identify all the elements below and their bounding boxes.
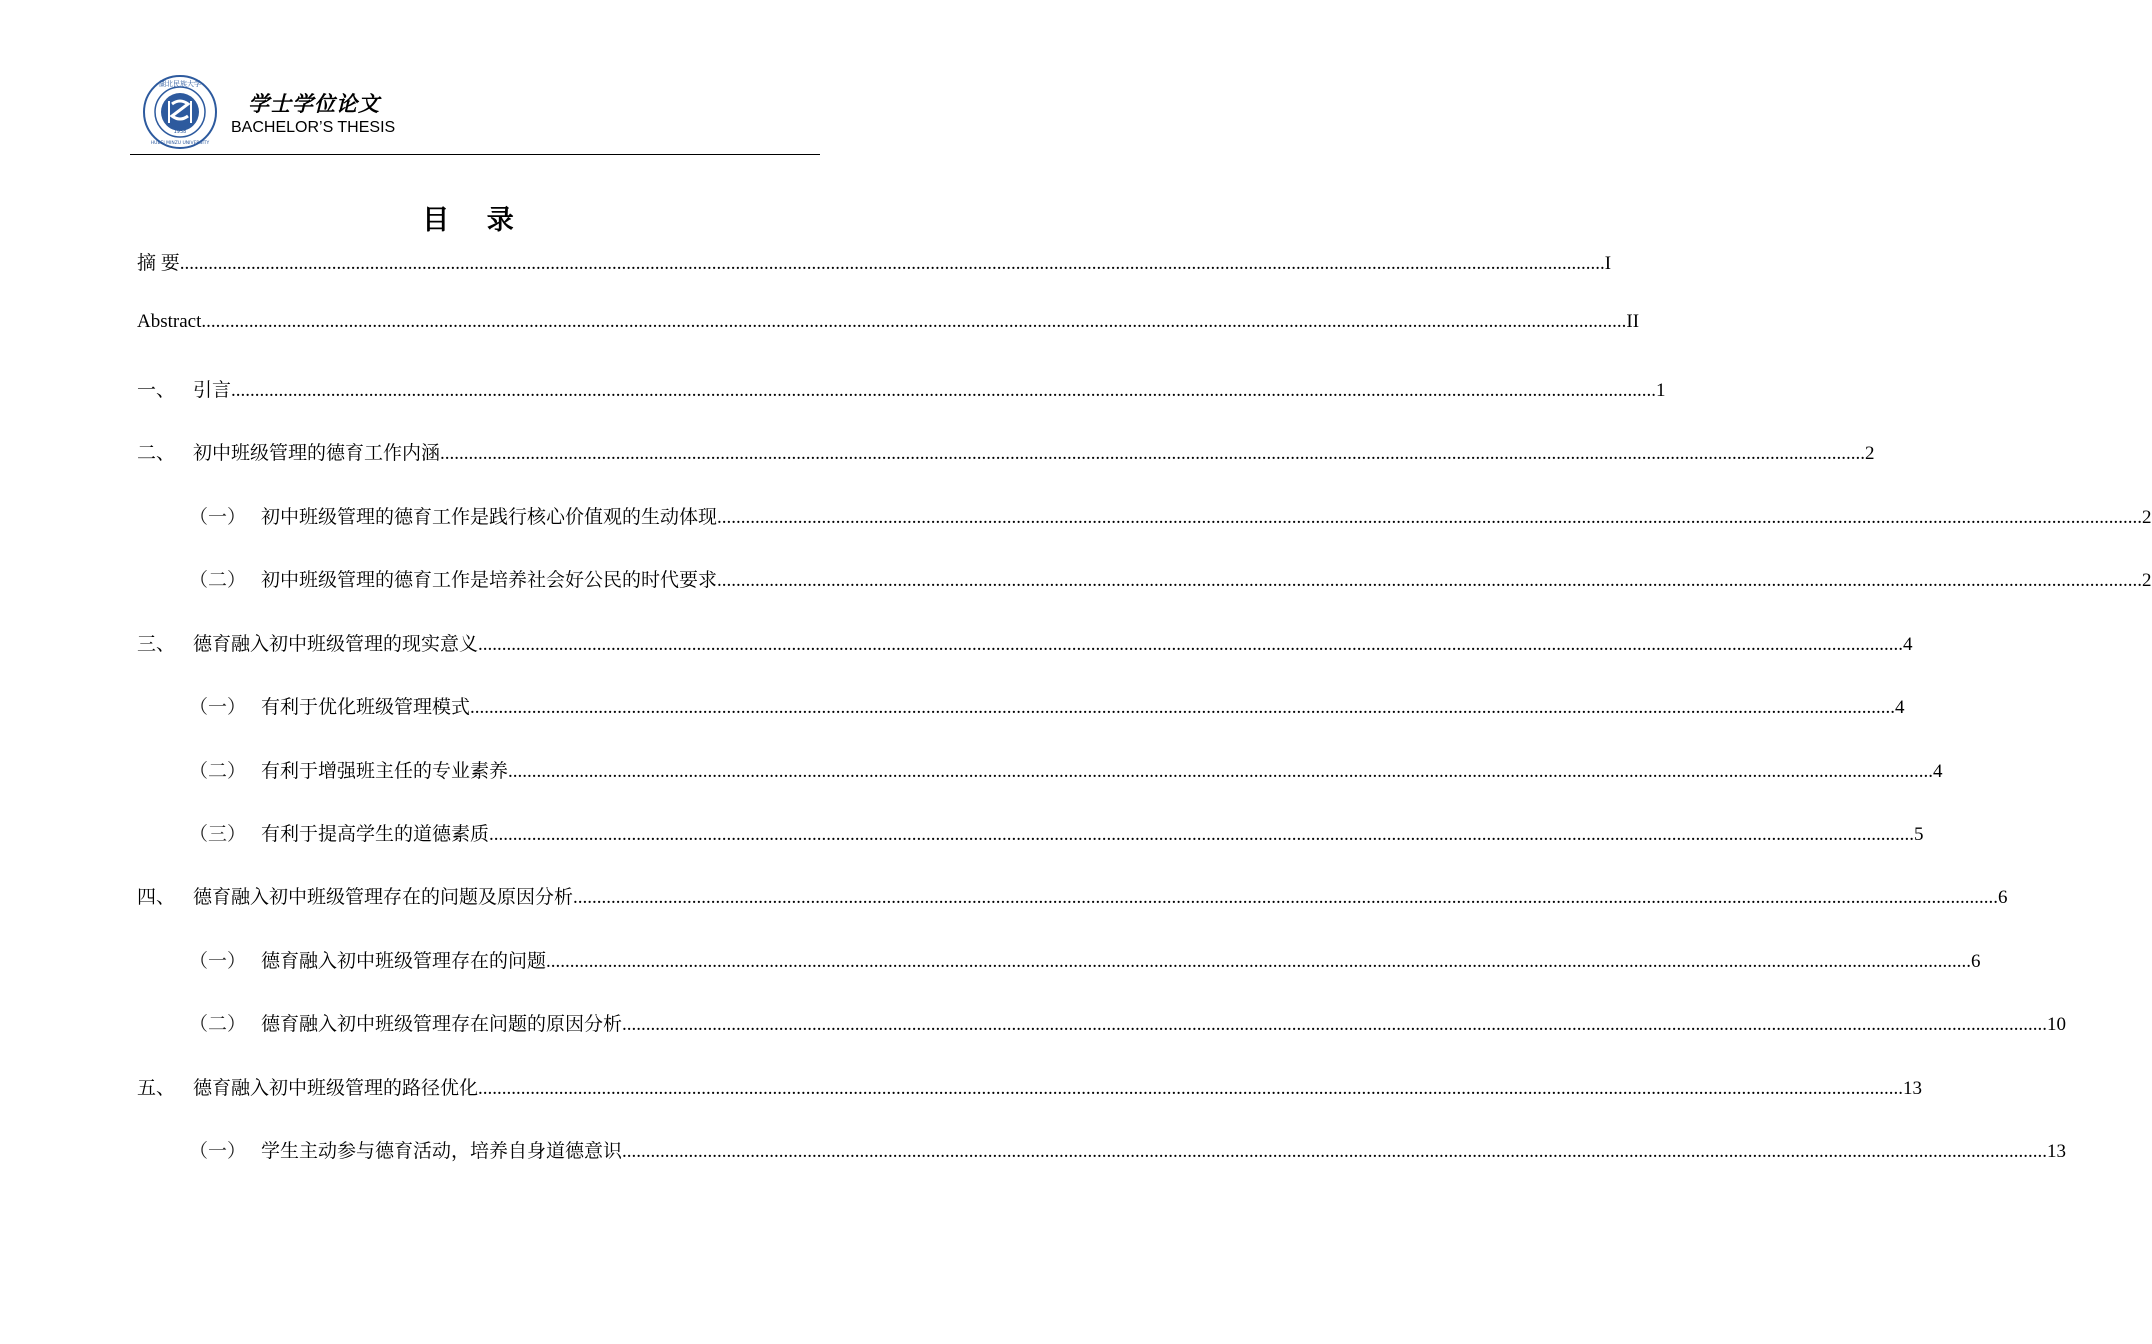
toc-entry-number: 一、	[137, 379, 176, 401]
toc-entry-page: 13	[2047, 1141, 2067, 1162]
toc-entry-page: 4	[1933, 761, 1943, 782]
toc-entry[interactable]	[189, 1009, 2067, 1045]
toc-entry[interactable]	[189, 565, 2152, 601]
toc-entry-label: 引言	[193, 379, 232, 401]
toc-leader-dots: ............................................................................................................................................................................................................................................................................................................	[717, 507, 2143, 528]
toc-leader-dots: ............................................................................................................................................................................................................................................................................................................	[546, 951, 1972, 972]
toc-entry-page: 6	[1971, 951, 1981, 972]
thesis-type-en: BACHELOR’S THESIS	[231, 119, 396, 136]
toc-entry-page: 1	[1656, 380, 1666, 401]
toc-entry-label: 有利于优化班级管理模式	[261, 696, 471, 718]
toc-entry-label: 德育融入初中班级管理的路径优化	[193, 1077, 479, 1099]
toc-entry[interactable]	[137, 375, 1666, 411]
toc-entry-number: 四、	[137, 886, 176, 908]
toc-leader-dots: ............................................................................................................................................................................................................................................................................................................	[489, 824, 1915, 845]
toc-leader-dots: ............................................................................................................................................................................................................................................................................................................	[470, 697, 1896, 718]
toc-entry-label: 有利于增强班主任的专业素养	[261, 760, 509, 782]
toc-entry-page: 4	[1903, 634, 1913, 655]
toc-entry-number: （一）	[189, 506, 247, 528]
toc-leader-dots: ............................................................................................................................................................................................................................................................................................................	[201, 311, 1627, 332]
toc-entry[interactable]	[189, 819, 1924, 855]
toc-entry[interactable]	[137, 438, 1875, 474]
toc-leader-dots: ............................................................................................................................................................................................................................................................................................................	[622, 1014, 2048, 1035]
toc-entry-number: 五、	[137, 1077, 176, 1099]
toc-leader-dots: ............................................................................................................................................................................................................................................................................................................	[478, 634, 1904, 655]
toc-entry[interactable]	[189, 756, 1943, 792]
svg-text:HUBEI MINZU UNIVERSITY: HUBEI MINZU UNIVERSITY	[150, 141, 210, 146]
toc-entry-page: 6	[1998, 887, 2008, 908]
toc-entry-label: 德育融入初中班级管理存在问题的原因分析	[261, 1013, 623, 1035]
toc-entry[interactable]	[189, 502, 2152, 538]
toc-leader-dots: ............................................................................................................................................................................................................................................................................................................	[573, 887, 1999, 908]
toc-entry-label: 摘 要	[137, 253, 180, 274]
toc-entry-number: 三、	[137, 633, 176, 655]
svg-text:湖北民族大学: 湖北民族大学	[159, 80, 201, 88]
toc-leader-dots: ............................................................................................................................................................................................................................................................................................................	[717, 570, 2143, 591]
toc-title: 目 录	[422, 205, 528, 236]
toc-entry-label: 德育融入初中班级管理存在的问题及原因分析	[193, 886, 574, 908]
toc-entry-page: 2	[2142, 570, 2152, 591]
toc-leader-dots: ............................................................................................................................................................................................................................................................................................................	[231, 380, 1657, 401]
toc-entry-number: （二）	[189, 569, 247, 591]
toc-entry-label: 初中班级管理的德育工作是培养社会好公民的时代要求	[261, 569, 718, 591]
university-seal-logo	[142, 74, 218, 150]
toc-entry-number: 二、	[137, 442, 176, 464]
toc-entry-page: I	[1604, 253, 1612, 274]
toc-entry-label: 德育融入初中班级管理的现实意义	[193, 633, 479, 655]
toc-entry-number: （一）	[189, 696, 247, 718]
toc-entry-label: 初中班级管理的德育工作是践行核心价值观的生动体现	[261, 506, 718, 528]
page-header	[130, 72, 820, 155]
thesis-type-zh: 学士学位论文	[248, 91, 380, 116]
toc-entry[interactable]	[189, 1136, 2067, 1172]
toc-entry[interactable]	[189, 692, 1905, 728]
toc-entry-label: 初中班级管理的德育工作内涵	[193, 442, 441, 464]
toc-leader-dots: ............................................................................................................................................................................................................................................................................................................	[622, 1141, 2048, 1162]
toc-entry-number: （二）	[189, 760, 247, 782]
toc-entry[interactable]	[137, 248, 1612, 284]
toc-entry-page: 2	[1865, 443, 1875, 464]
toc-entry-label: 学生主动参与德育活动，培养自身道德意识	[261, 1140, 623, 1162]
toc-entry[interactable]	[137, 882, 2008, 918]
toc-entry-page: 5	[1914, 824, 1924, 845]
toc-entry-number: （一）	[189, 1140, 247, 1162]
toc-entry[interactable]	[137, 1073, 1923, 1109]
toc-leader-dots: ............................................................................................................................................................................................................................................................................................................	[508, 761, 1934, 782]
toc-leader-dots: ............................................................................................................................................................................................................................................................................................................	[440, 443, 1866, 464]
toc-entry-label: Abstract	[137, 311, 202, 332]
toc-entry[interactable]	[137, 629, 1913, 665]
toc-entry-page: 13	[1903, 1078, 1923, 1099]
toc-entry-number: （三）	[189, 823, 247, 845]
toc-entry-page: 2	[2142, 507, 2152, 528]
toc-entry-label: 德育融入初中班级管理存在的问题	[261, 950, 547, 972]
toc-entry-page: 4	[1895, 697, 1905, 718]
toc-leader-dots: ............................................................................................................................................................................................................................................................................................................	[478, 1078, 1904, 1099]
toc-entry-page: II	[1626, 311, 1640, 332]
toc-entry[interactable]	[137, 311, 1640, 347]
toc-entry-page: 10	[2047, 1014, 2067, 1035]
toc-entry-label: 有利于提高学生的道德素质	[261, 823, 490, 845]
toc-entry[interactable]	[189, 946, 1981, 982]
svg-text:1938: 1938	[173, 129, 187, 135]
toc-entry-number: （二）	[189, 1013, 247, 1035]
toc-entry-number: （一）	[189, 950, 247, 972]
toc-leader-dots: ............................................................................................................................................................................................................................................................................................................	[179, 253, 1605, 274]
